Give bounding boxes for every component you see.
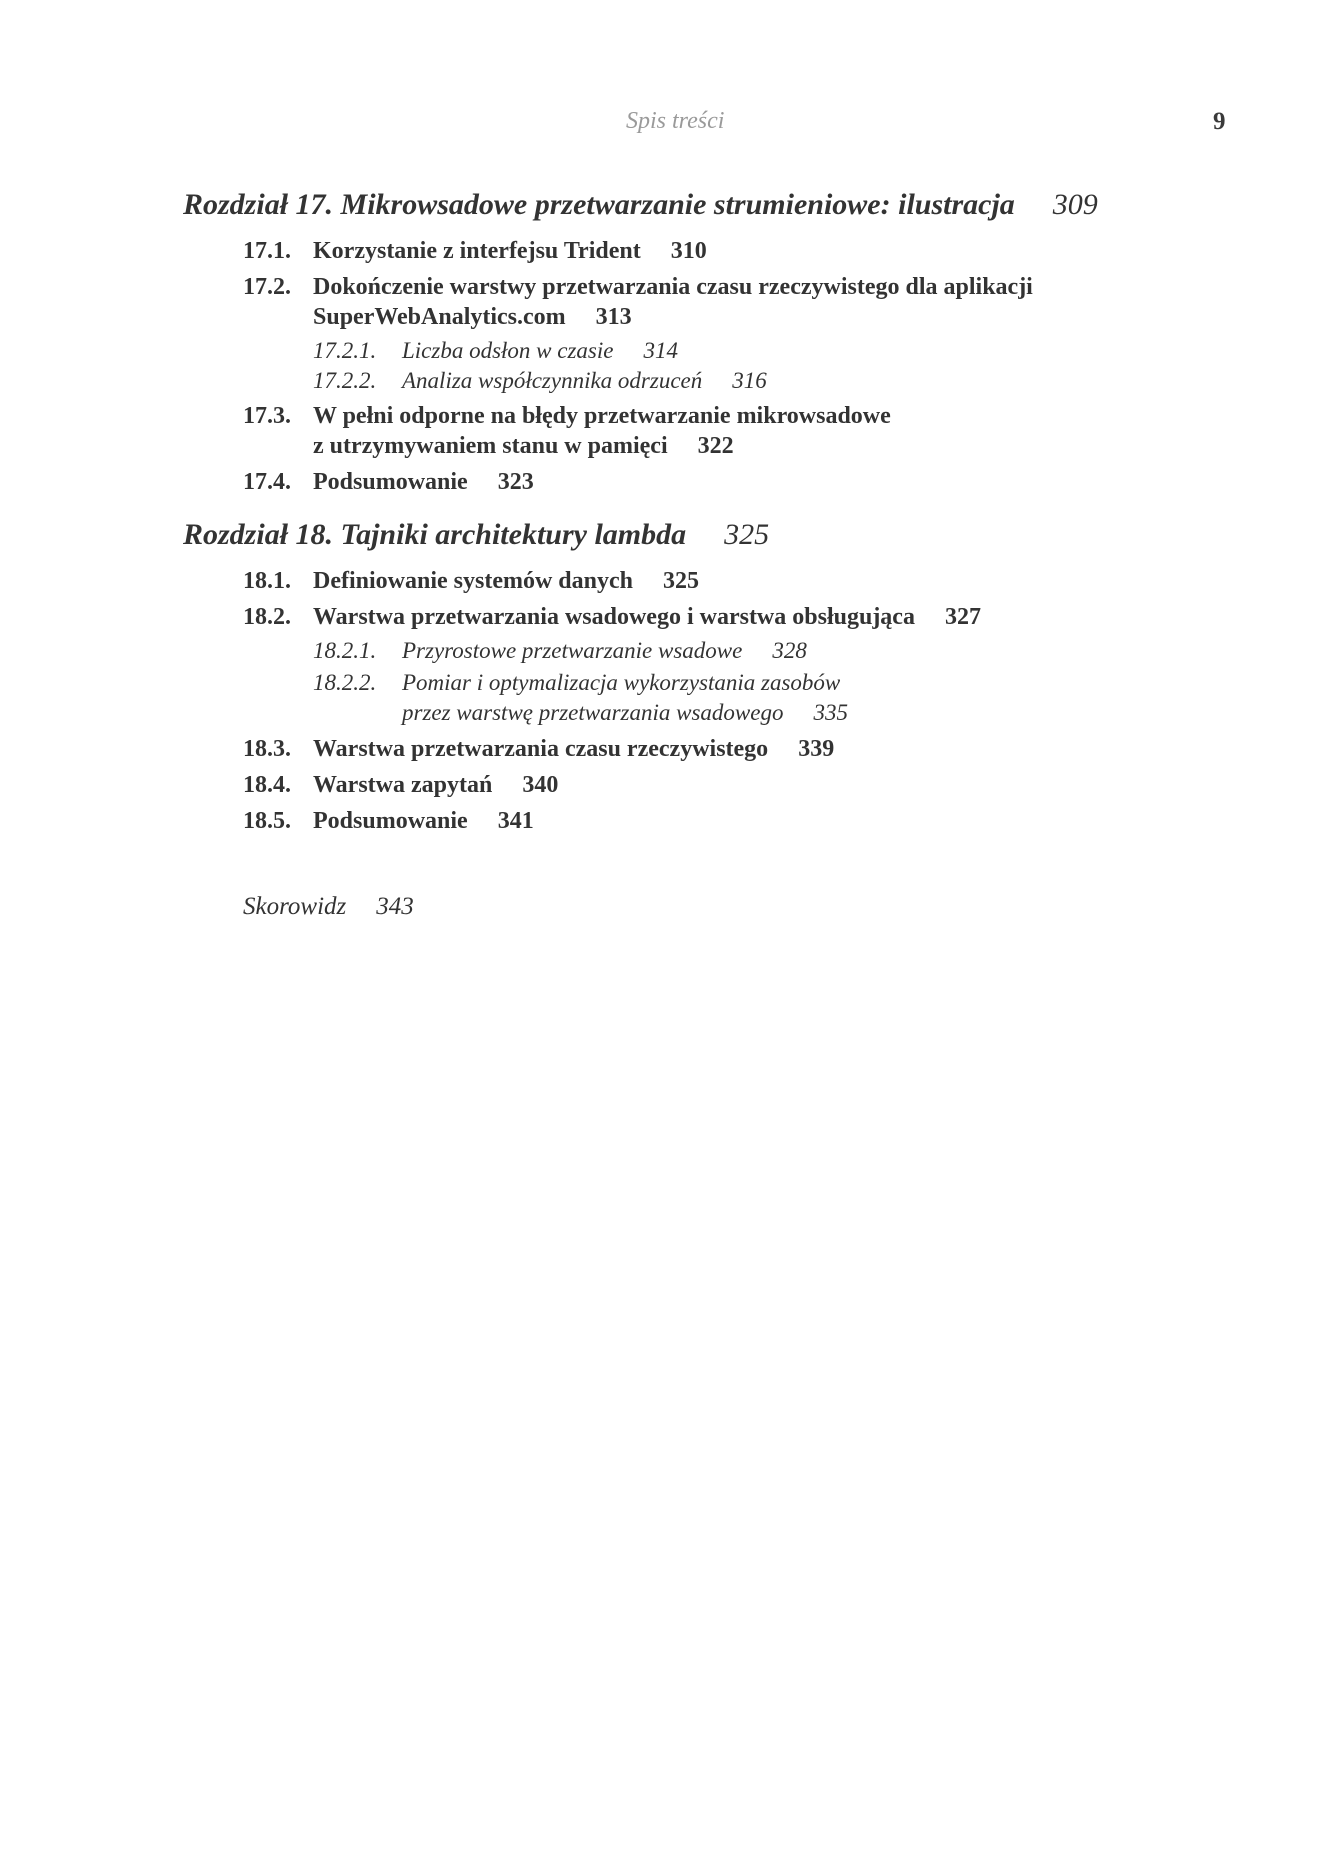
chapter-page: 325 — [724, 518, 770, 551]
toc-section-17-2[interactable] — [243, 272, 1033, 302]
toc-section-17-3[interactable] — [243, 401, 891, 431]
section-number: 17.2. — [243, 274, 291, 300]
subsection-page: 328 — [772, 638, 807, 663]
toc-chapter-18[interactable] — [183, 518, 769, 552]
section-page: 340 — [522, 772, 559, 798]
section-page: 341 — [497, 808, 534, 834]
toc-subsection-18-2-1[interactable] — [313, 636, 807, 666]
subsection-number: 17.2.2. — [313, 368, 377, 393]
toc-section-18-5[interactable] — [243, 806, 534, 836]
chapter-page: 309 — [1052, 188, 1098, 221]
toc-section-17-4[interactable] — [243, 467, 534, 497]
toc-section-17-1[interactable] — [243, 236, 707, 266]
section-title: Warstwa przetwarzania czasu rzeczywistego — [313, 736, 769, 762]
toc-section-18-4[interactable] — [243, 770, 558, 800]
section-page: 339 — [798, 736, 835, 762]
section-title: Definiowanie systemów danych — [313, 568, 634, 594]
subsection-title: Przyrostowe przetwarzanie wsadowe — [402, 638, 743, 663]
subsection-page: 316 — [732, 368, 767, 393]
toc-section-17-3-continued[interactable] — [313, 431, 734, 461]
section-title: W pełni odporne na błędy przetwarzanie mikrowsadowe — [313, 403, 891, 429]
index-title: Skorowidz — [243, 893, 347, 920]
subsection-page: 335 — [813, 700, 848, 725]
toc-section-18-2[interactable] — [243, 602, 981, 632]
section-title: Dokończenie warstwy przetwarzania czasu rzeczywistego dla aplikacji — [313, 274, 1033, 300]
subsection-title: Analiza współczynnika odrzuceń — [402, 368, 703, 393]
running-head-title: Spis treści — [626, 108, 725, 134]
section-number: 17.4. — [243, 469, 291, 495]
section-page: 310 — [670, 238, 707, 264]
section-number: 18.3. — [243, 736, 291, 762]
section-page: 313 — [595, 304, 632, 330]
section-page: 327 — [944, 604, 981, 630]
running-head — [0, 108, 1322, 138]
section-number: 18.5. — [243, 808, 291, 834]
index-page: 343 — [376, 893, 414, 920]
section-title: Warstwa zapytań — [313, 772, 493, 798]
section-page: 322 — [697, 433, 734, 459]
chapter-title: Rozdział 18. Tajniki architektury lambda — [183, 518, 687, 551]
toc-index[interactable] — [243, 893, 414, 921]
section-number: 17.3. — [243, 403, 291, 429]
section-title: Warstwa przetwarzania wsadowego i warstwa obsługująca — [313, 604, 915, 630]
toc-subsection-17-2-1[interactable] — [313, 336, 678, 366]
section-page: 325 — [663, 568, 700, 594]
toc-subsection-17-2-2[interactable] — [313, 366, 767, 396]
page-number: 9 — [1213, 108, 1226, 135]
section-page: 323 — [497, 469, 534, 495]
subsection-number: 18.2.1. — [313, 638, 377, 663]
toc-subsection-18-2-2-continued[interactable] — [402, 698, 848, 728]
section-number: 17.1. — [243, 238, 291, 264]
toc-section-18-1[interactable] — [243, 566, 699, 596]
section-number: 18.1. — [243, 568, 291, 594]
subsection-title: Pomiar i optymalizacja wykorzystania zasobów — [402, 670, 841, 695]
toc-section-18-3[interactable] — [243, 734, 834, 764]
section-title-continued: z utrzymywaniem stanu w pamięci — [313, 433, 668, 459]
chapter-title: Rozdział 17. Mikrowsadowe przetwarzanie strumieniowe: ilustracja — [183, 188, 1015, 221]
toc-section-17-2-continued[interactable] — [313, 302, 632, 332]
section-title: Korzystanie z interfejsu Trident — [313, 238, 641, 264]
section-title: Podsumowanie — [313, 469, 468, 495]
section-title: Podsumowanie — [313, 808, 468, 834]
subsection-title-continued: przez warstwę przetwarzania wsadowego — [402, 700, 784, 725]
subsection-page: 314 — [643, 338, 678, 363]
section-number: 18.2. — [243, 604, 291, 630]
toc-subsection-18-2-2[interactable] — [313, 668, 840, 698]
section-number: 18.4. — [243, 772, 291, 798]
subsection-title: Liczba odsłon w czasie — [402, 338, 614, 363]
subsection-number: 18.2.2. — [313, 670, 377, 695]
subsection-number: 17.2.1. — [313, 338, 377, 363]
toc-chapter-17[interactable] — [183, 188, 1098, 222]
section-title-continued: SuperWebAnalytics.com — [313, 304, 566, 330]
